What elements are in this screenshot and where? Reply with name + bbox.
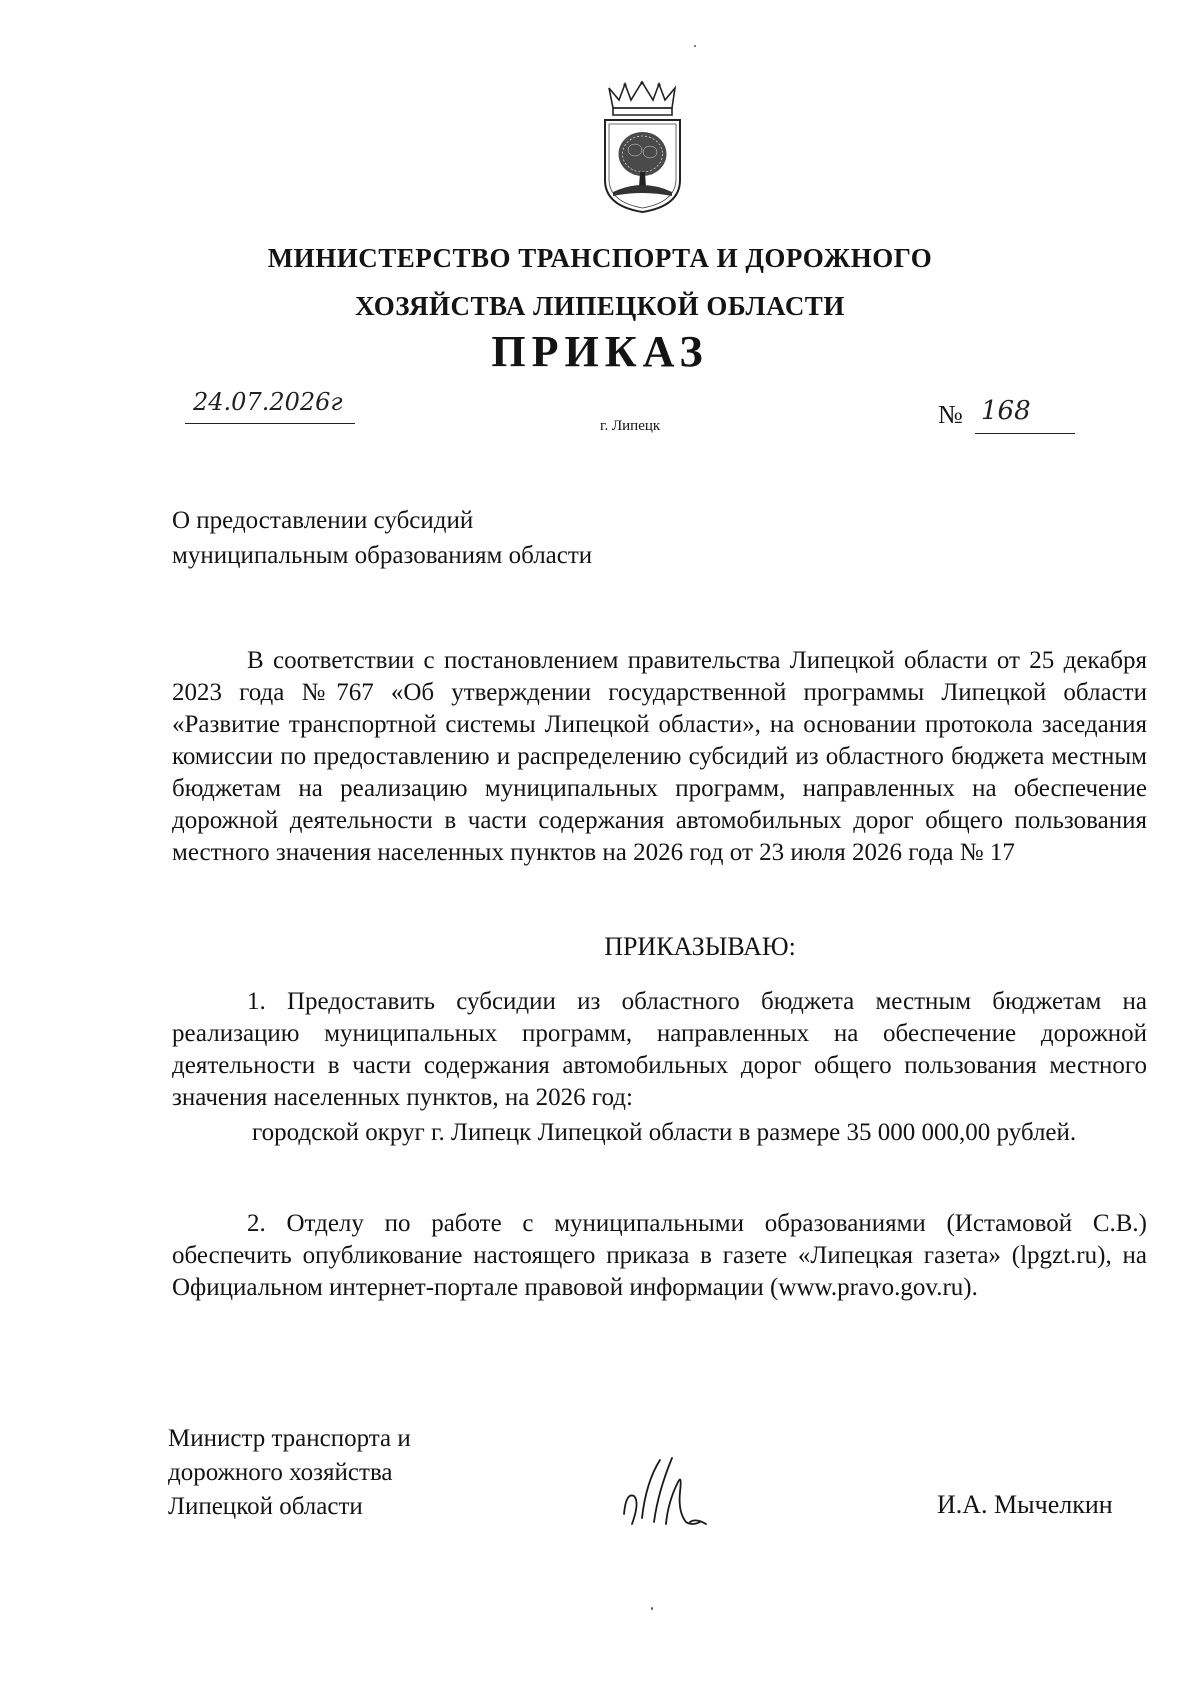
preamble-paragraph: В соответствии с постановлением правительства Липецкой области от 25 декабря 2023 года №767 «Об утверждении государственной программы Липецкой области «Развитие транспортной системы Липецкой области», на основании протокола заседания комиссии по предоставлению и распределению субсидий из областного бюджета местным бюджетам на реализацию муниципальных программ, направленных на обеспечение дорожной деятельности в части содержания автомобильных дорог общего пользования местного значения населенных пунктов на 2026 год от 23 июля 2026 года № 17 [172,647,1147,866]
document-subject [172,503,592,573]
handwritten-signature-icon [620,1452,730,1532]
signatory-position [168,1422,411,1524]
document-date-field [185,388,355,424]
ministry-name-line2: ХОЗЯЙСТВА ЛИПЕЦКОЙ ОБЛАСТИ [355,291,845,321]
position-line-1: Министр транспорта и [168,1425,411,1452]
coat-of-arms-icon [595,80,690,215]
order-heading: ПРИКАЗЫВАЮ: [604,932,796,961]
order-item-1-detail: городской округ г. Липецк Липецкой области в размере 35 000 000,00 рублей. [252,1119,1077,1146]
document-number-handwritten: 168 [981,396,1031,426]
position-line-3: Липецкой области [168,1493,363,1520]
document-type-title: ПРИКАЗ [491,327,709,376]
signatory-name: И.А. Мычелкин [937,1490,1113,1519]
number-sign: № [938,400,963,429]
subject-line-2: муниципальным образованиям области [172,542,593,569]
document-number-field [975,396,1075,434]
order-item-1: 1. Предоставить субсидии из областного бюджета местным бюджетам на реализацию муниципальных программ, направленных на обеспечение дорожной деятельности в части содержания автомобильных дорог общего пользования местного значения населенных пунктов, на 2026 год: [172,988,1147,1111]
subject-line-1: О предоставлении субсидий [172,507,474,534]
ministry-name-line1: МИНИСТЕРСТВО ТРАНСПОРТА И ДОРОЖНОГО [267,243,933,273]
scan-speck [694,45,696,47]
scan-speck [651,1607,653,1610]
position-line-2: дорожного хозяйства [168,1459,393,1486]
order-item-2: 2. Отделу по работе с муниципальными образованиями (Истамовой С.В.) обеспечить опубликование настоящего приказа в газете «Липецкая газета» (lpgzt.ru), на Официальном интернет-портале правовой информации (www.pravo.gov.ru). [172,1210,1147,1301]
document-date-handwritten: 24.07.2026г [193,388,343,416]
number-underline [975,433,1075,434]
date-underline [185,423,355,424]
document-city: г. Липецк [600,418,661,434]
